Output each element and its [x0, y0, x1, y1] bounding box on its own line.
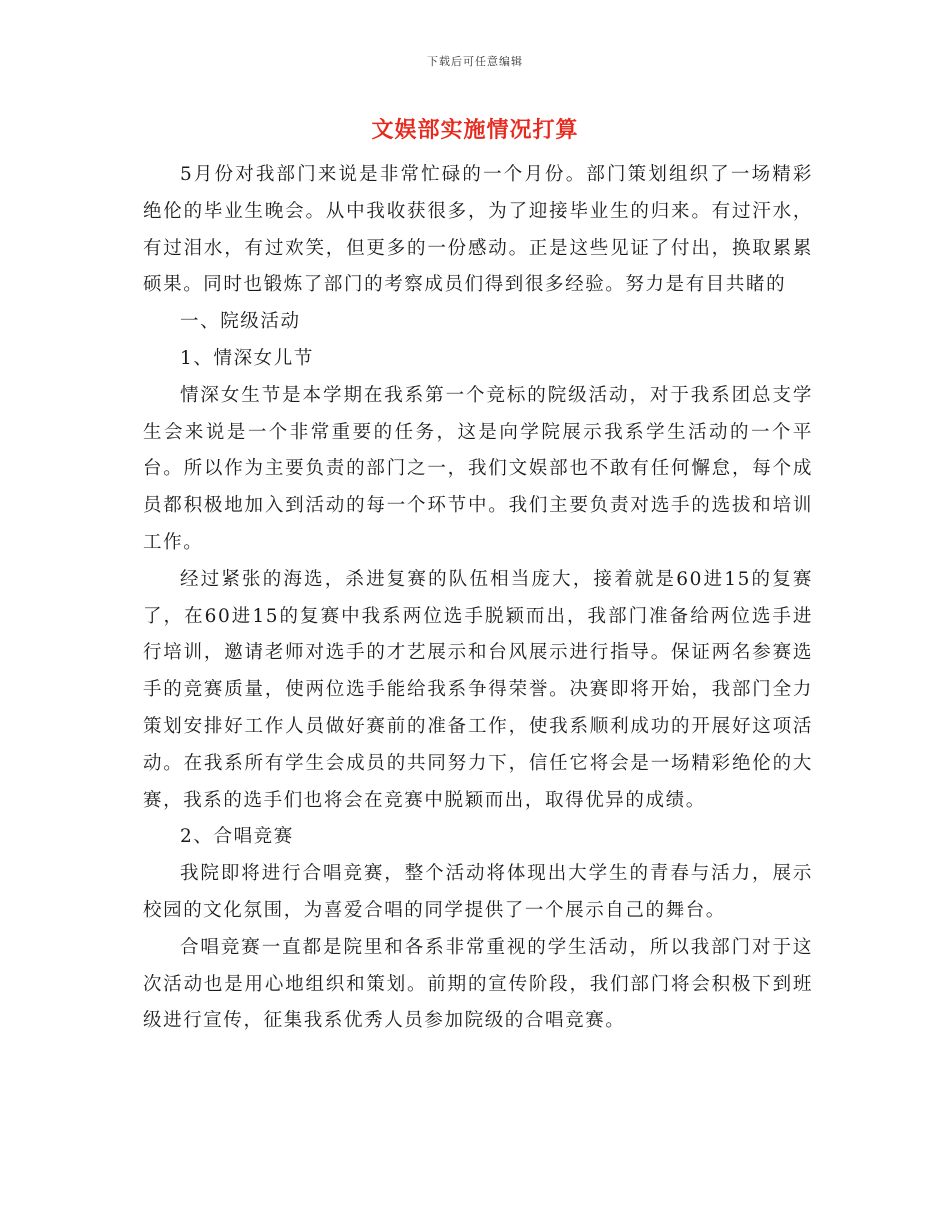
document-body [143, 157, 813, 1040]
document-title: 文娱部实施情况打算 [371, 117, 579, 143]
subsection-heading-choir-contest: 2、合唱竞赛 [180, 826, 294, 848]
paragraph-intro: 5月份对我部门来说是非常忙碌的一个月份。部门策划组织了一场精彩绝伦的毕业生晚会。从中我收获很多，为了迎接毕业生的归来。有过汗水，有过泪水，有过欢笑，但更多的一份感动。正是这些见证了付出，换取累累硕果。同时也锻炼了部门的考察成员们得到很多经验。努力是有目共睹的 [143, 164, 813, 296]
section-heading-college-activities: 一、院级活动 [180, 311, 301, 333]
paragraph-girls-day-overview: 情深女生节是本学期在我系第一个竞标的院级活动，对于我系团总支学生会来说是一个非常重要的任务，这是向学院展示我系学生活动的一个平台。所以作为主要负责的部门之一，我们文娱部也不敢有任何懈怠，每个成员都积极地加入到活动的每一个环节中。我们主要负责对选手的选拔和培训工作。 [143, 384, 813, 553]
paragraph-choir-plan: 合唱竞赛一直都是院里和各系非常重视的学生活动，所以我部门对于这次活动也是用心地组织和策划。前期的宣传阶段，我们部门将会积极下到班级进行宣传，征集我系优秀人员参加院级的合唱竞赛。 [143, 936, 813, 1032]
subsection-heading-girls-day: 1、情深女儿节 [180, 347, 314, 369]
paragraph-girls-day-competition: 经过紧张的海选，杀进复赛的队伍相当庞大，接着就是60进15的复赛了，在60进15的复赛中我系两位选手脱颖而出，我部门准备给两位选手进行培训，邀请老师对选手的才艺展示和台风展示进行指导。保证两名参赛选手的竞赛质量，使两位选手能给我系争得荣誉。决赛即将开始，我部门全力策划安排好工作人员做好赛前的准备工作，使我系顺利成功的开展好这项活动。在我系所有学生会成员的共同努力下，信任它将会是一场精彩绝伦的大赛，我系的选手们也将会在竞赛中脱颖而出，取得优异的成绩。 [143, 568, 813, 811]
paragraph-choir-intro: 我院即将进行合唱竞赛，整个活动将体现出大学生的青春与活力，展示校园的文化氛围，为喜爱合唱的同学提供了一个展示自己的舞台。 [143, 863, 813, 921]
page-header-note: 下载后可任意编辑 [427, 55, 523, 68]
